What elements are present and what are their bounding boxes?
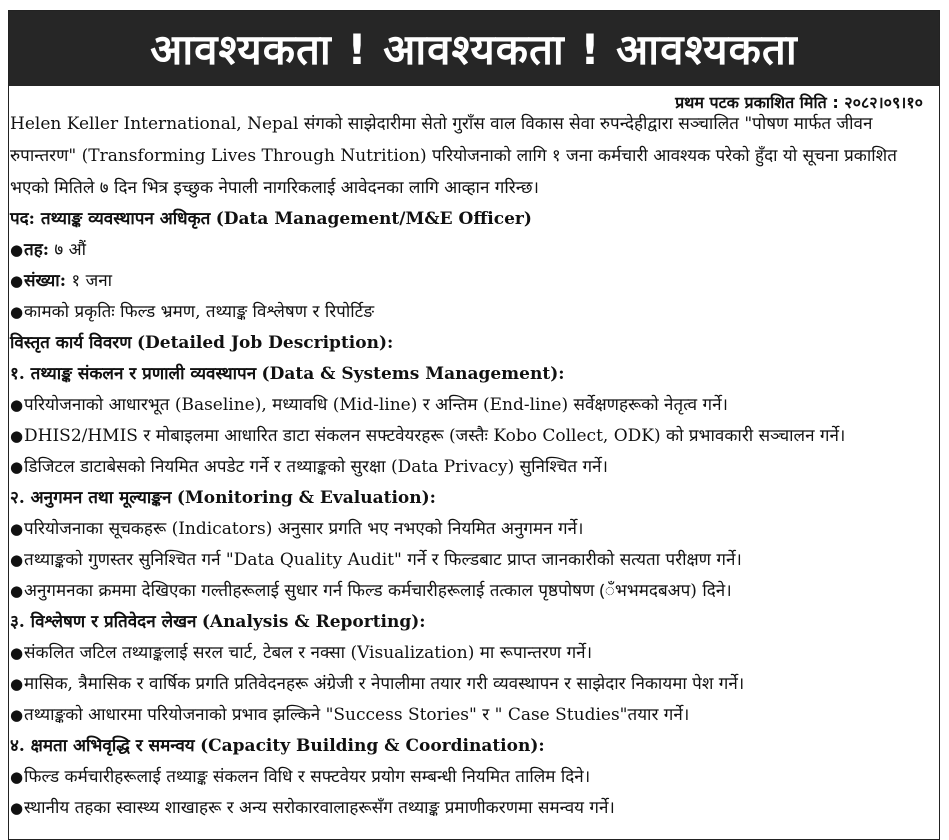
list-item xyxy=(10,762,915,793)
section-en: (Data & Systems Management): xyxy=(261,364,565,384)
intro-paragraph: Helen Keller International, Nepal संगको साझेदारीमा सेतो गुराँस वाल विकास सेवा रुपन्देहीद्वारा सञ्चालित "पोषण मार्फत जीवन रुपान्तरण" (Transforming Lives Through Nutrition) परियोजनाको लागि १ जना कर्मचारी आवश्यक परेको हुँदा यो सूचना प्रकाशित भएको मितिले ७ दिन भित्र इच्छुक नेपाली नागरिकलाई आवेदनका लागि आव्हान गरिन्छ। xyxy=(10,114,897,198)
list-item-text: संकलित जटिल तथ्याङ्कलाई सरल चार्ट, टेबल र नक्सा (Visualization) मा रूपान्तरण गर्ने। xyxy=(24,643,593,663)
list-item xyxy=(10,452,915,483)
bullet-icon: ● xyxy=(10,768,24,786)
section-heading-3 xyxy=(10,607,915,638)
detail-value: १ जना xyxy=(65,271,113,291)
position-label: पद: तथ्याङ्क व्यवस्थापन अधिकृत xyxy=(10,209,211,229)
list-item xyxy=(10,638,915,669)
bullet-icon: ● xyxy=(10,644,24,662)
list-item-text: फिल्ड कर्मचारीहरूलाई तथ्याङ्क संकलन विधि र सफ्टवेयर प्रयोग सम्बन्धी नियमित तालिम दिने। xyxy=(24,767,591,787)
detail-level xyxy=(10,235,915,266)
list-item xyxy=(10,793,915,824)
bullet-icon: ● xyxy=(10,675,24,693)
bullet-icon: ● xyxy=(10,551,24,569)
bullet-icon: ● xyxy=(10,520,24,538)
detail-nature xyxy=(10,297,915,328)
jd-heading-en: (Detailed Job Description): xyxy=(136,333,394,353)
section-np: ३. विश्लेषण र प्रतिवेदन लेखन xyxy=(10,612,197,632)
published-date: प्रथम पटक प्रकाशित मिति : २०८२।०९।१० xyxy=(675,93,923,112)
list-item xyxy=(10,514,915,545)
detail-label: संख्या: xyxy=(24,271,66,291)
list-item-text: तथ्याङ्कको गुणस्तर सुनिश्चित गर्न "Data Quality Audit" गर्ने र फिल्डबाट प्राप्त जानकारीको सत्यता परीक्षण गर्ने। xyxy=(24,550,742,570)
list-item xyxy=(10,390,915,421)
list-item-text: डिजिटल डाटाबेसको नियमित अपडेट गर्ने र तथ्याङ्कको सुरक्षा (Data Privacy) सुनिश्चित गर्ने। xyxy=(24,457,608,477)
list-item xyxy=(10,545,915,576)
bullet-icon: ● xyxy=(10,303,24,321)
list-item xyxy=(10,669,915,700)
bullet-icon: ● xyxy=(10,272,24,290)
position-en: (Data Management/M&E Officer) xyxy=(215,209,532,229)
list-item-text: परियोजनाका सूचकहरू (Indicators) अनुसार प्रगति भए नभएको नियमित अनुगमन गर्ने। xyxy=(24,519,584,539)
detail-value: कामको प्रकृतिः फिल्ड भ्रमण, तथ्याङ्क विश्लेषण र रिपोर्टिङ xyxy=(24,302,375,322)
section-en: (Capacity Building & Coordination): xyxy=(200,736,545,756)
section-np: २. अनुगमन तथा मूल्याङ्कन xyxy=(10,488,172,508)
list-item-text: परियोजनाको आधारभूत (Baseline), मध्यावधि (Mid-line) र अन्तिम (End-line) सर्वेक्षणहरूको नेतृत्व गर्ने। xyxy=(24,395,728,415)
detail-count xyxy=(10,266,915,297)
list-item-text: DHIS2/HMIS र मोबाइलमा आधारित डाटा संकलन सफ्टवेयरहरू (जस्तैः Kobo Collect, ODK) को प्रभावकारी सञ्चालन गर्ने। xyxy=(24,426,846,446)
section-heading-1 xyxy=(10,359,915,390)
bullet-icon: ● xyxy=(10,396,24,414)
section-np: ४. क्षमता अभिवृद्धि र समन्वय xyxy=(10,736,195,756)
notice-body xyxy=(10,108,915,824)
list-item xyxy=(10,576,915,607)
bullet-icon: ● xyxy=(10,582,24,600)
jd-heading xyxy=(10,328,915,359)
bullet-icon: ● xyxy=(10,458,24,476)
section-en: (Analysis & Reporting): xyxy=(201,612,426,632)
list-item-text: तथ्याङ्कको आधारमा परियोजनाको प्रभाव झल्किने "Success Stories" र " Case Studies"तयार गर्ने। xyxy=(24,705,690,725)
list-item-text: मासिक, त्रैमासिक र वार्षिक प्रगति प्रतिवेदनहरू अंग्रेजी र नेपालीमा तयार गरी व्यवस्थापन र साझेदार निकायमा पेश गर्ने। xyxy=(24,674,745,694)
jd-heading-np: विस्तृत कार्य विवरण xyxy=(10,333,132,353)
notice-title: आवश्यकता ! आवश्यकता ! आवश्यकता xyxy=(9,11,939,86)
bullet-icon: ● xyxy=(10,799,24,817)
section-np: १. तथ्याङ्क संकलन र प्रणाली व्यवस्थापन xyxy=(10,364,257,384)
position-heading xyxy=(10,204,915,235)
bullet-icon: ● xyxy=(10,706,24,724)
list-item-text: अनुगमनका क्रममा देखिएका गल्तीहरूलाई सुधार गर्न फिल्ड कर्मचारीहरूलाई तत्काल पृष्ठपोषण (ँभभमदबअप) दिने। xyxy=(24,581,732,601)
list-item xyxy=(10,700,915,731)
section-heading-4 xyxy=(10,731,915,762)
section-heading-2 xyxy=(10,483,915,514)
bullet-icon: ● xyxy=(10,241,24,259)
section-en: (Monitoring & Evaluation): xyxy=(176,488,436,508)
list-item-text: स्थानीय तहका स्वास्थ्य शाखाहरू र अन्य सरोकारवालाहरूसँग तथ्याङ्क प्रमाणीकरणमा समन्वय गर्ने। xyxy=(24,798,615,818)
detail-value: ७ औं xyxy=(49,240,87,260)
detail-label: तह: xyxy=(24,240,49,260)
bullet-icon: ● xyxy=(10,427,24,445)
list-item xyxy=(10,421,915,452)
